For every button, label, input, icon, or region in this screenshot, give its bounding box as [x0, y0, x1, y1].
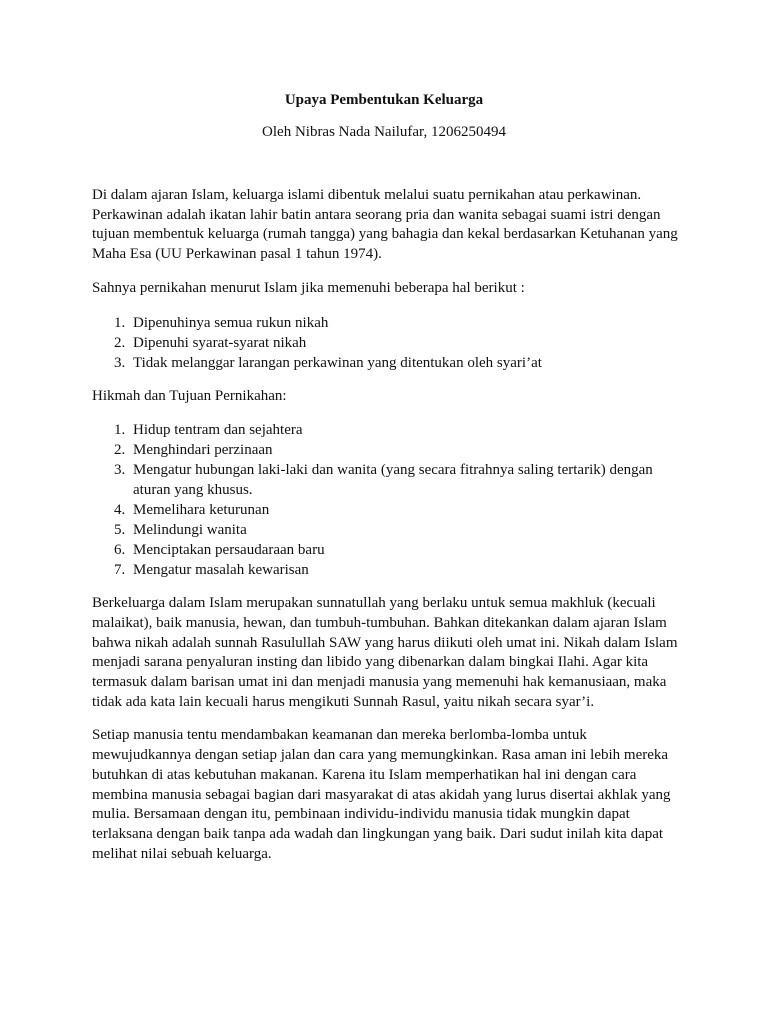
list-item: 7. Mengatur masalah kewarisan — [129, 560, 682, 580]
validity-heading: Sahnya pernikahan menurut Islam jika memenuhi beberapa hal berikut : — [92, 279, 525, 296]
document-body — [92, 186, 682, 878]
list-item: 5. Melindungi wanita — [129, 520, 682, 540]
list-item: 6. Menciptakan persaudaraan baru — [129, 540, 682, 560]
wisdom-list — [92, 420, 682, 580]
body-paragraph: Berkeluarga dalam Islam merupakan sunnatullah yang berlaku untuk semua makhluk (kecuali malaikat), baik manusia, hewan, dan tumbuh-tumbuhan. Bahkan ditekankan dalam ajaran Islam bahwa nikah adalah sunnah Rasulullah SAW yang harus diikuti oleh umat ini. Nikah dalam Islam menjadi sarana penyaluran insting dan libido yang dibenarkan dalam bingkai Ilahi. Agar kita termasuk dalam barisan umat ini dan menjadi manusia yang memenuhi hak kemanusiaan, maka tidak ada kata lain kecuali harus mengikuti Sunnah Rasul, yaitu nikah secara syar’i. — [92, 595, 678, 710]
intro-paragraph: Di dalam ajaran Islam, keluarga islami dibentuk melalui suatu pernikahan atau perkawinan. Perkawinan adalah ikatan lahir batin antara seorang pria dan wanita sebagai suami istri dengan tujuan membentuk keluarga (rumah tangga) yang bahagia dan kekal berdasarkan Ketuhanan yang Maha Esa (UU Perkawinan pasal 1 tahun 1974). — [92, 187, 678, 263]
list-item: 2. Menghindari perzinaan — [129, 440, 682, 460]
body-paragraph: Setiap manusia tentu mendambakan keamanan dan mereka berlomba-lomba untuk mewujudkannya dengan setiap jalan dan cara yang memungkinkan. Rasa aman ini lebih mereka butuhkan di atas kebutuhan makanan. Karena itu Islam memperhatikan hal ini dengan cara membina manusia sebagai bagian dari masyarakat di atas akidah yang lurus disertai akhlak yang mulia. Bersamaan dengan itu, pembinaan individu-individu manusia tidak mungkin dapat terlaksana dengan baik tanpa ada wadah dan lingkungan yang baik. Dari sudut inilah kita dapat melihat nilai sebuah keluarga. — [92, 727, 671, 862]
list-item: 3. Tidak melanggar larangan perkawinan yang ditentukan oleh syari’at — [129, 353, 682, 373]
list-item: 2. Dipenuhi syarat-syarat nikah — [129, 333, 682, 353]
list-item: 3. Mengatur hubungan laki-laki dan wanita (yang secara fitrahnya saling tertarik) dengan aturan yang khusus. — [129, 460, 682, 500]
validity-list — [92, 313, 682, 373]
list-item: 1. Hidup tentram dan sejahtera — [129, 420, 682, 440]
wisdom-heading: Hikmah dan Tujuan Pernikahan: — [92, 387, 287, 404]
document-title: Upaya Pembentukan Keluarga — [284, 92, 484, 108]
author-line: Oleh Nibras Nada Nailufar, 1206250494 — [262, 124, 506, 140]
list-item: 4. Memelihara keturunan — [129, 500, 682, 520]
list-item: 1. Dipenuhinya semua rukun nikah — [129, 313, 682, 333]
